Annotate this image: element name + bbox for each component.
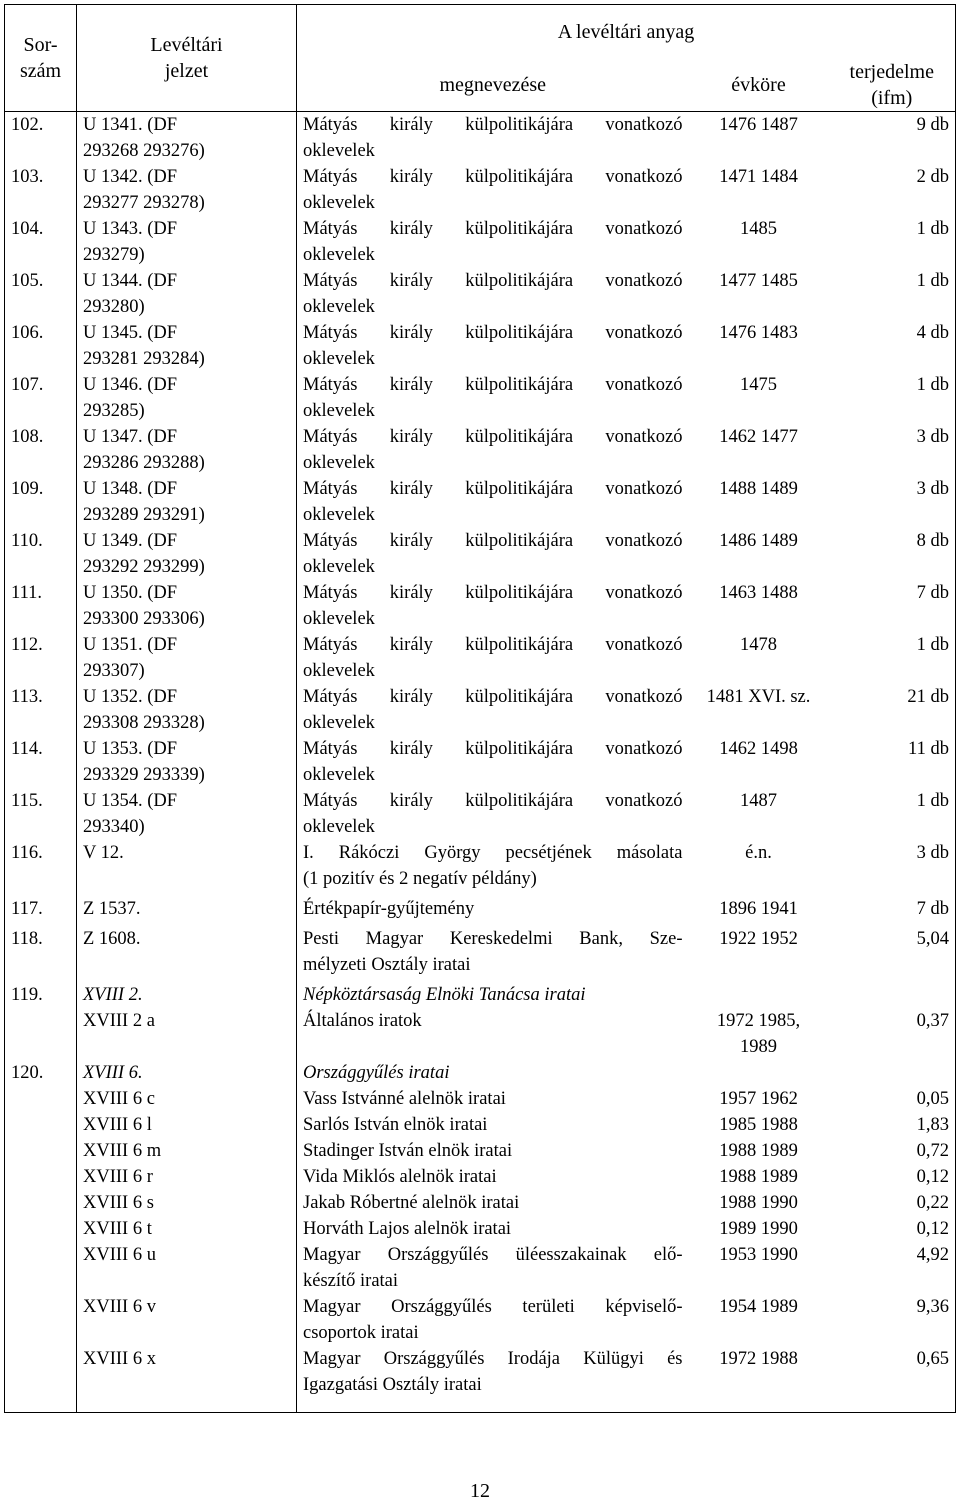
table-row	[5, 736, 956, 788]
row-name: Pesti Magyar Kereskedelmi Bank, Sze- mélyzeti Osztály iratai	[303, 929, 683, 975]
row-size: 1 db	[829, 632, 956, 684]
row-size: 21 db	[829, 684, 956, 736]
row-range: 1485	[740, 219, 777, 239]
row-size: 0,37	[829, 978, 956, 1060]
row-name: Jakab Róbertné alelnök iratai	[303, 1193, 520, 1213]
row-range: 1488 1489	[719, 479, 798, 499]
row-range: 1462 1477	[719, 427, 798, 447]
row-size: 7 db	[829, 892, 956, 922]
table-subrow	[5, 1164, 956, 1190]
row-number: 110.	[5, 528, 77, 580]
archive-table	[4, 4, 956, 1413]
row-range: 1462 1498	[719, 739, 798, 759]
row-name: Mátyás király külpolitikájára vonatkozó oklevelek	[303, 791, 683, 837]
table-row	[5, 788, 956, 840]
row-number	[5, 1346, 77, 1413]
row-reference: XVIII 6 c	[77, 1086, 297, 1112]
table-row	[5, 424, 956, 476]
row-size: 5,04	[829, 922, 956, 978]
row-size: 0,65	[829, 1346, 956, 1413]
table-subrow	[5, 1294, 956, 1346]
row-name: Vass Istvánné alelnök iratai	[303, 1089, 506, 1109]
row-size: 1 db	[829, 788, 956, 840]
row-reference: XVIII 6 u	[77, 1242, 297, 1294]
row-size: 3 db	[829, 424, 956, 476]
row-number: 105.	[5, 268, 77, 320]
row-range: 1477 1485	[719, 271, 798, 291]
row-range: 1922 1952	[719, 929, 798, 949]
row-reference: XVIII 6.	[77, 1060, 297, 1086]
row-size: 2 db	[829, 164, 956, 216]
row-name: Országgyűlés iratai	[303, 1063, 450, 1083]
row-range	[689, 1060, 829, 1086]
row-reference: U 1347. (DF 293286 293288)	[77, 424, 297, 476]
table-subrow	[5, 1346, 956, 1413]
table-subrow	[5, 1190, 956, 1216]
row-name: Mátyás király külpolitikájára vonatkozó oklevelek	[303, 479, 683, 525]
row-reference: U 1346. (DF 293285)	[77, 372, 297, 424]
row-name: Mátyás király külpolitikájára vonatkozó oklevelek	[303, 427, 683, 473]
row-number	[5, 1216, 77, 1242]
row-number	[5, 1138, 77, 1164]
table-subrow	[5, 1086, 956, 1112]
row-size: 0,72	[829, 1138, 956, 1164]
table-subrow	[5, 1138, 956, 1164]
row-name: Mátyás király külpolitikájára vonatkozó oklevelek	[303, 219, 683, 265]
table-row	[5, 372, 956, 424]
table-row	[5, 112, 956, 165]
table-row	[5, 268, 956, 320]
table-row	[5, 476, 956, 528]
table-subrow	[5, 1216, 956, 1242]
row-reference: U 1350. (DF 293300 293306)	[77, 580, 297, 632]
row-range: 1487	[740, 791, 777, 811]
row-size	[829, 1060, 956, 1086]
row-name: Horváth Lajos alelnök iratai	[303, 1219, 512, 1239]
row-number: 117.	[5, 892, 77, 922]
row-size: 9 db	[829, 112, 956, 165]
row-reference: XVIII 6 l	[77, 1112, 297, 1138]
col-header-reference: Levéltári jelzet	[77, 5, 297, 112]
row-range: 1972 1988	[689, 1346, 829, 1413]
row-name: Mátyás király külpolitikájára vonatkozó oklevelek	[303, 167, 683, 213]
col-header-range: évköre	[689, 59, 829, 112]
row-number: 102.	[5, 112, 77, 165]
row-range: 1988 1990	[719, 1193, 798, 1213]
row-reference: Z 1608.	[77, 922, 297, 978]
table-subrow	[5, 1242, 956, 1294]
row-size: 0,05	[829, 1086, 956, 1112]
row-size: 8 db	[829, 528, 956, 580]
row-name: Mátyás király külpolitikájára vonatkozó oklevelek	[303, 687, 683, 733]
row-range: 1985 1988	[719, 1115, 798, 1135]
row-size: 0,12	[829, 1164, 956, 1190]
row-name: Mátyás király külpolitikájára vonatkozó oklevelek	[303, 271, 683, 317]
row-range: 1476 1487	[719, 115, 798, 135]
row-reference: U 1352. (DF 293308 293328)	[77, 684, 297, 736]
row-range: 1957 1962	[719, 1089, 798, 1109]
row-size: 3 db	[829, 476, 956, 528]
row-size: 1 db	[829, 372, 956, 424]
row-reference: U 1341. (DF 293268 293276)	[77, 112, 297, 165]
row-size: 1 db	[829, 216, 956, 268]
row-reference: XVIII 6 m	[77, 1138, 297, 1164]
row-number	[5, 1164, 77, 1190]
row-range: 1475	[740, 375, 777, 395]
table-row	[5, 1060, 956, 1086]
row-reference: U 1342. (DF 293277 293278)	[77, 164, 297, 216]
row-name: Mátyás király külpolitikájára vonatkozó oklevelek	[303, 739, 683, 785]
row-number: 112.	[5, 632, 77, 684]
row-reference: U 1345. (DF 293281 293284)	[77, 320, 297, 372]
row-range: 1486 1489	[719, 531, 798, 551]
table-row	[5, 840, 956, 892]
row-size: 11 db	[829, 736, 956, 788]
row-reference: U 1353. (DF 293329 293339)	[77, 736, 297, 788]
row-reference: XVIII 2. XVIII 2 a	[77, 978, 297, 1060]
row-name: Mátyás király külpolitikájára vonatkozó oklevelek	[303, 323, 683, 369]
row-size: 4,92	[829, 1242, 956, 1294]
table-subrow	[5, 1112, 956, 1138]
row-reference: U 1354. (DF 293340)	[77, 788, 297, 840]
row-number: 115.	[5, 788, 77, 840]
row-number: 103.	[5, 164, 77, 216]
row-number: 116.	[5, 840, 77, 892]
row-name: Mátyás király külpolitikájára vonatkozó oklevelek	[303, 635, 683, 681]
row-name: Magyar Országgyűlés területi képviselő- csoportok iratai	[303, 1297, 683, 1343]
row-name: Értékpapír-gyűjtemény	[303, 899, 475, 919]
row-number: 104.	[5, 216, 77, 268]
row-range: 1972 1985, 1989	[716, 1011, 801, 1057]
row-number	[5, 1242, 77, 1294]
row-number: 114.	[5, 736, 77, 788]
col-header-number: Sor- szám	[5, 5, 77, 112]
row-range: 1481 XVI. sz.	[706, 687, 811, 707]
row-reference: U 1351. (DF 293307)	[77, 632, 297, 684]
table-row	[5, 922, 956, 978]
row-size: 3 db	[829, 840, 956, 892]
row-size: 7 db	[829, 580, 956, 632]
row-name: Mátyás király külpolitikájára vonatkozó oklevelek	[303, 115, 683, 161]
row-number: 108.	[5, 424, 77, 476]
row-size: 1,83	[829, 1112, 956, 1138]
table-row	[5, 892, 956, 922]
row-number: 106.	[5, 320, 77, 372]
table-row	[5, 632, 956, 684]
row-number	[5, 1086, 77, 1112]
row-number: 119.	[5, 978, 77, 1060]
row-name: Sarlós István elnök iratai	[303, 1115, 488, 1135]
row-reference: U 1349. (DF 293292 293299)	[77, 528, 297, 580]
row-range: 1954 1989	[719, 1297, 798, 1317]
row-number	[5, 1294, 77, 1346]
row-name: Népköztársaság Elnöki Tanácsa iratai Általános iratok	[303, 985, 586, 1031]
row-number: 109.	[5, 476, 77, 528]
row-number: 118.	[5, 922, 77, 978]
row-reference: XVIII 6 x	[77, 1346, 297, 1413]
table-row	[5, 320, 956, 372]
row-reference: U 1344. (DF 293280)	[77, 268, 297, 320]
row-range: 1988 1989	[719, 1141, 798, 1161]
row-number	[5, 1190, 77, 1216]
table-row	[5, 684, 956, 736]
row-range: 1953 1990	[719, 1245, 798, 1265]
row-number: 113.	[5, 684, 77, 736]
col-header-name: megnevezése	[297, 59, 689, 112]
table-row	[5, 978, 956, 1060]
row-number: 107.	[5, 372, 77, 424]
row-reference: XVIII 6 s	[77, 1190, 297, 1216]
page	[4, 4, 955, 1413]
row-number: 120.	[5, 1060, 77, 1086]
row-reference: XVIII 6 t	[77, 1216, 297, 1242]
row-range: 1896 1941	[719, 899, 798, 919]
row-reference: XVIII 6 r	[77, 1164, 297, 1190]
table-row	[5, 164, 956, 216]
row-name: Mátyás király külpolitikájára vonatkozó oklevelek	[303, 375, 683, 421]
row-number: 111.	[5, 580, 77, 632]
row-name: Magyar Országgyűlés Irodája Külügyi és Igazgatási Osztály iratai	[297, 1346, 689, 1413]
row-reference: V 12.	[77, 840, 297, 892]
row-name: Vida Miklós alelnök iratai	[303, 1167, 497, 1187]
table-row	[5, 528, 956, 580]
row-number	[5, 1112, 77, 1138]
row-name: Magyar Országgyűlés üléesszakainak elő- készítő iratai	[303, 1245, 683, 1291]
row-name: I. Rákóczi György pecsétjének másolata (1 pozitív és 2 negatív példány)	[303, 843, 683, 889]
row-reference: U 1343. (DF 293279)	[77, 216, 297, 268]
row-size: 4 db	[829, 320, 956, 372]
page-number: 12	[470, 1480, 490, 1502]
row-name: Stadinger István elnök iratai	[303, 1141, 513, 1161]
row-range: 1989 1990	[719, 1219, 798, 1239]
row-range: 1463 1488	[719, 583, 798, 603]
row-range: 1476 1483	[719, 323, 798, 343]
row-size: 0,12	[829, 1216, 956, 1242]
row-reference: U 1348. (DF 293289 293291)	[77, 476, 297, 528]
table-row	[5, 216, 956, 268]
row-range: 1471 1484	[719, 167, 798, 187]
row-range: 1988 1989	[719, 1167, 798, 1187]
col-header-size: terjedelme (ifm)	[829, 59, 956, 112]
row-range: é.n.	[745, 843, 772, 863]
row-size: 1 db	[829, 268, 956, 320]
row-size: 9,36	[829, 1294, 956, 1346]
row-size: 0,22	[829, 1190, 956, 1216]
row-reference: Z 1537.	[77, 892, 297, 922]
col-header-group: A levéltári anyag	[297, 5, 956, 60]
row-name: Mátyás király külpolitikájára vonatkozó oklevelek	[303, 583, 683, 629]
row-range: 1478	[740, 635, 777, 655]
table-body	[5, 112, 956, 1413]
row-name: Mátyás király külpolitikájára vonatkozó oklevelek	[303, 531, 683, 577]
table-row	[5, 580, 956, 632]
row-reference: XVIII 6 v	[77, 1294, 297, 1346]
